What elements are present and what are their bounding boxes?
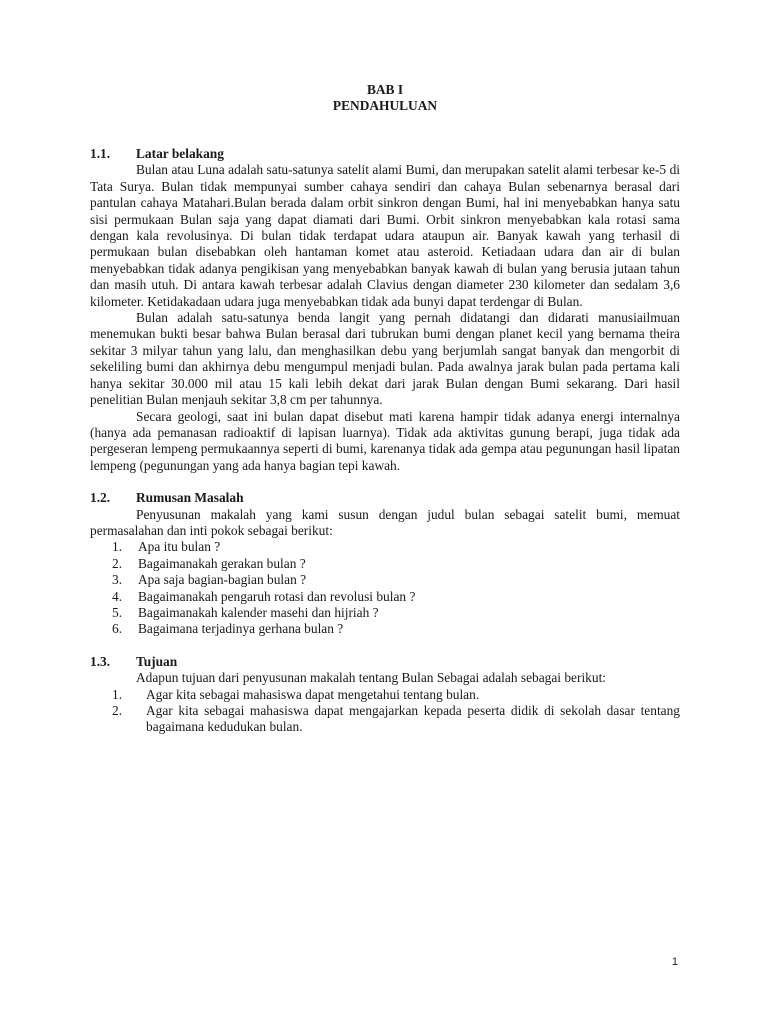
list-item xyxy=(90,703,680,736)
list-item-number: 2. xyxy=(112,703,123,718)
list-item-number: 2. xyxy=(112,555,123,571)
chapter-heading xyxy=(90,82,680,114)
section-number: 1.1. xyxy=(90,146,111,161)
list-item xyxy=(90,539,680,555)
chapter-title: PENDAHULUAN xyxy=(332,98,438,113)
list-item-number: 1. xyxy=(112,686,123,702)
problem-list xyxy=(90,539,680,637)
list-item-number: 1. xyxy=(112,539,123,555)
list-item xyxy=(90,589,680,605)
document-page xyxy=(90,82,680,736)
section-number: 1.2. xyxy=(90,490,111,506)
section-tujuan xyxy=(90,654,680,736)
section-title: Latar belakang xyxy=(136,146,224,161)
paragraph: Secara geologi, saat ini bulan dapat disebut mati karena hampir tidak adanya energi internalnya (hanya ada pemanasan radioaktif di lapisan luarnya). Tidak ada aktivitas gunung berapi, juga tidak ada pergeseran lempeng permukaannya seperti di bumi, karenanya tidak ada gempa atau pegunungan hasil lipatan lempeng (pegunungan yang ada hanya bagian tepi kawah. xyxy=(90,408,680,473)
list-item-number: 5. xyxy=(112,604,123,620)
section-number: 1.3. xyxy=(90,653,111,669)
list-item xyxy=(90,621,680,637)
section-rumusan-masalah xyxy=(90,490,680,638)
list-item-number: 4. xyxy=(112,588,123,604)
list-item-text: Bagaimanakah gerakan bulan ? xyxy=(138,555,306,571)
section-heading xyxy=(90,146,680,162)
section-intro: Adapun tujuan dari penyusunan makalah tentang Bulan Sebagai adalah sebagai berikut: xyxy=(136,670,607,686)
list-item-number: 6. xyxy=(112,621,123,637)
goal-list xyxy=(90,687,680,736)
list-item xyxy=(90,605,680,621)
chapter-number: BAB I xyxy=(366,82,404,97)
list-item xyxy=(90,687,680,703)
section-latar-belakang xyxy=(90,146,680,474)
list-item-text: Bagaimanakah kalender masehi dan hijriah ? xyxy=(138,604,379,620)
section-heading xyxy=(90,490,680,506)
page-number: 1 xyxy=(671,956,678,968)
section-title: Rumusan Masalah xyxy=(136,490,244,506)
section-intro: Penyusunan makalah yang kami susun dengan judul bulan sebagai satelit bumi, memuat permasalahan dan inti pokok sebagai berikut: xyxy=(90,506,680,538)
list-item-text: Bagaimanakah pengaruh rotasi dan revolusi bulan ? xyxy=(138,588,416,604)
list-item xyxy=(90,556,680,572)
section-title: Tujuan xyxy=(136,653,178,669)
list-item-text: Bagaimana terjadinya gerhana bulan ? xyxy=(138,621,344,637)
paragraph: Bulan atau Luna adalah satu-satunya satelit alami Bumi, dan merupakan satelit alami terbesar ke-5 di Tata Surya. Bulan tidak mempunyai sumber cahaya sendiri dan cahaya Bulan sebenarnya berasal dari pantulan cahaya Matahari.Bulan berada dalam orbit sinkron dengan Bumi, hal ini menyebabkan hanya satu sisi permukaan Bulan saja yang dapat diamati dari Bumi. Orbit sinkron menyebabkan kala rotasi sama dengan kala revolusinya. Di bulan tidak terdapat udara ataupun air. Banyak kawah yang terhasil di permukaan bulan disebabkan oleh hantaman komet atau asteroid. Ketiadaan udara dan air di bulan menyebabkan tidak adanya pengikisan yang menyebabkan banyak kawah di bulan yang berusia jutaan tahun dan masih utuh. Di antara kawah terbesar adalah Clavius dengan diameter 230 kilometer dan sedalam 3,6 kilometer. Ketidakadaan udara juga menyebabkan tidak ada bunyi dapat terdengar di Bulan. xyxy=(90,162,680,309)
list-item-text: Agar kita sebagai mahasiswa dapat mengetahui tentang bulan. xyxy=(146,686,480,702)
list-item-text: Apa itu bulan ? xyxy=(138,539,221,555)
list-item-text: Apa saja bagian-bagian bulan ? xyxy=(138,572,307,588)
list-item-number: 3. xyxy=(112,572,123,588)
section-heading xyxy=(90,654,680,670)
paragraph: Bulan adalah satu-satunya benda langit yang pernah didatangi dan didarati manusiailmuan menemukan bukti besar bahwa Bulan berasal dari tubrukan bumi dengan planet kecil yang bernama theira sekitar 3 milyar tahun yang lalu, dan menghasilkan debu yang berjumlah sangat banyak dan mengorbit di sekeliling bumi dan akhirnya debu mengumpul menjadi bulan. Pada awalnya jarak bulan pada pertama kali hanya sekitar 30.000 mil atau 15 kali lebih dekat dari jarak Bulan dengan Bumi sekarang. Dari hasil penelitian Bulan menjauh sekitar 3,8 cm per tahunnya. xyxy=(90,310,680,408)
list-item-text: Agar kita sebagai mahasiswa dapat mengajarkan kepada peserta didik di sekolah dasar tentang bagaimana kedudukan bulan. xyxy=(146,703,680,735)
list-item xyxy=(90,572,680,588)
